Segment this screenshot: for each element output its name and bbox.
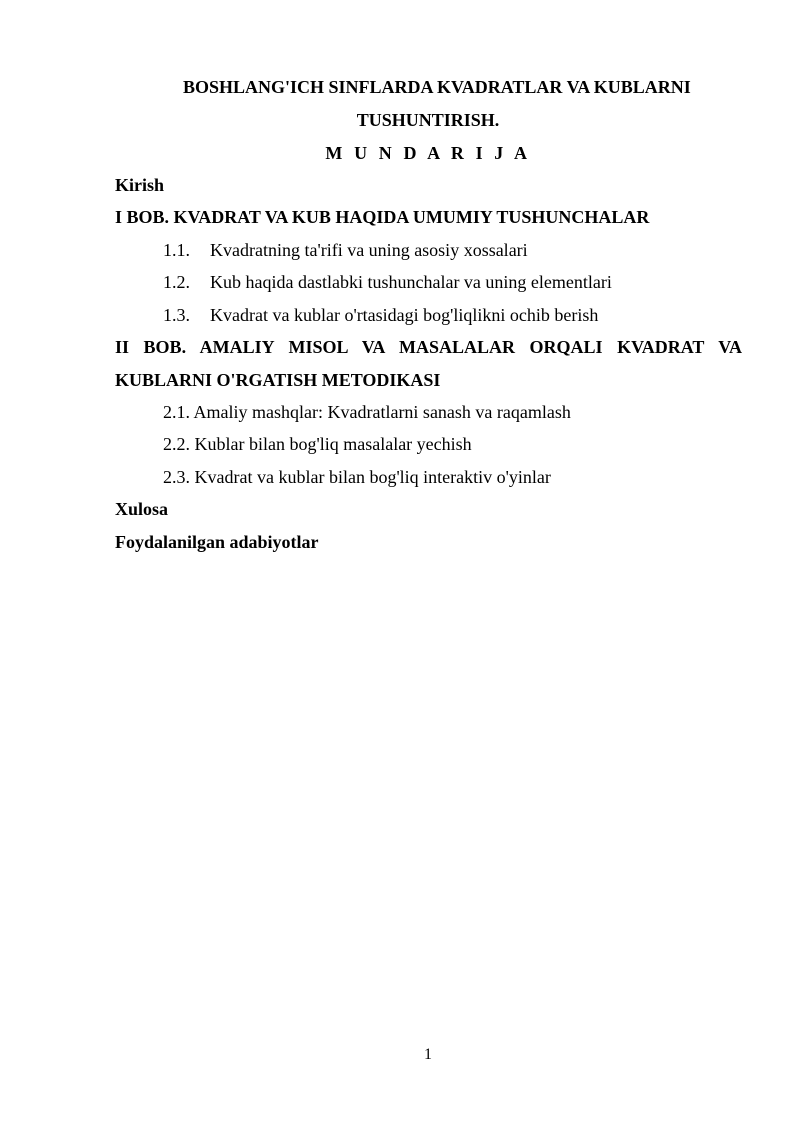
document-title-line-1: BOSHLANG'ICH SINFLARDA KVADRATLAR VA KUBLARNI xyxy=(183,77,691,97)
document-title-line-2: TUSHUNTIRISH. xyxy=(356,110,500,130)
toc-section-2-3: 2.3. Kvadrat va kublar bilan bog'liq interaktiv o'yinlar xyxy=(163,467,551,487)
toc-conclusion: Xulosa xyxy=(115,499,169,519)
section-title: Kvadratning ta'rifi va uning asosiy xossalari xyxy=(210,240,528,260)
toc-chapter-1-heading: I BOB. KVADRAT VA KUB HAQIDA UMUMIY TUSHUNCHALAR xyxy=(115,207,650,227)
section-number: 1.3. xyxy=(163,305,190,325)
toc-chapter-2-heading-line-1: II BOB. AMALIY MISOL VA MASALALAR ORQALI KVADRAT VA xyxy=(115,337,742,357)
section-number: 1.2. xyxy=(163,272,190,292)
contents-heading: M U N D A R I J A xyxy=(325,143,531,163)
section-title: Kub haqida dastlabki tushunchalar va uning elementlari xyxy=(210,272,612,292)
toc-references: Foydalanilgan adabiyotlar xyxy=(115,532,319,552)
toc-section-2-1: 2.1. Amaliy mashqlar: Kvadratlarni sanash va raqamlash xyxy=(163,402,571,422)
toc-intro: Kirish xyxy=(115,175,165,195)
section-title: Kvadrat va kublar o'rtasidagi bog'liqlikni ochib berish xyxy=(210,305,599,325)
toc-chapter-2-heading-line-2: KUBLARNI O'RGATISH METODIKASI xyxy=(115,370,441,390)
section-number: 1.1. xyxy=(163,240,190,260)
toc-section-2-2: 2.2. Kublar bilan bog'liq masalalar yechish xyxy=(163,434,472,454)
page-number: 1 xyxy=(424,1046,432,1063)
